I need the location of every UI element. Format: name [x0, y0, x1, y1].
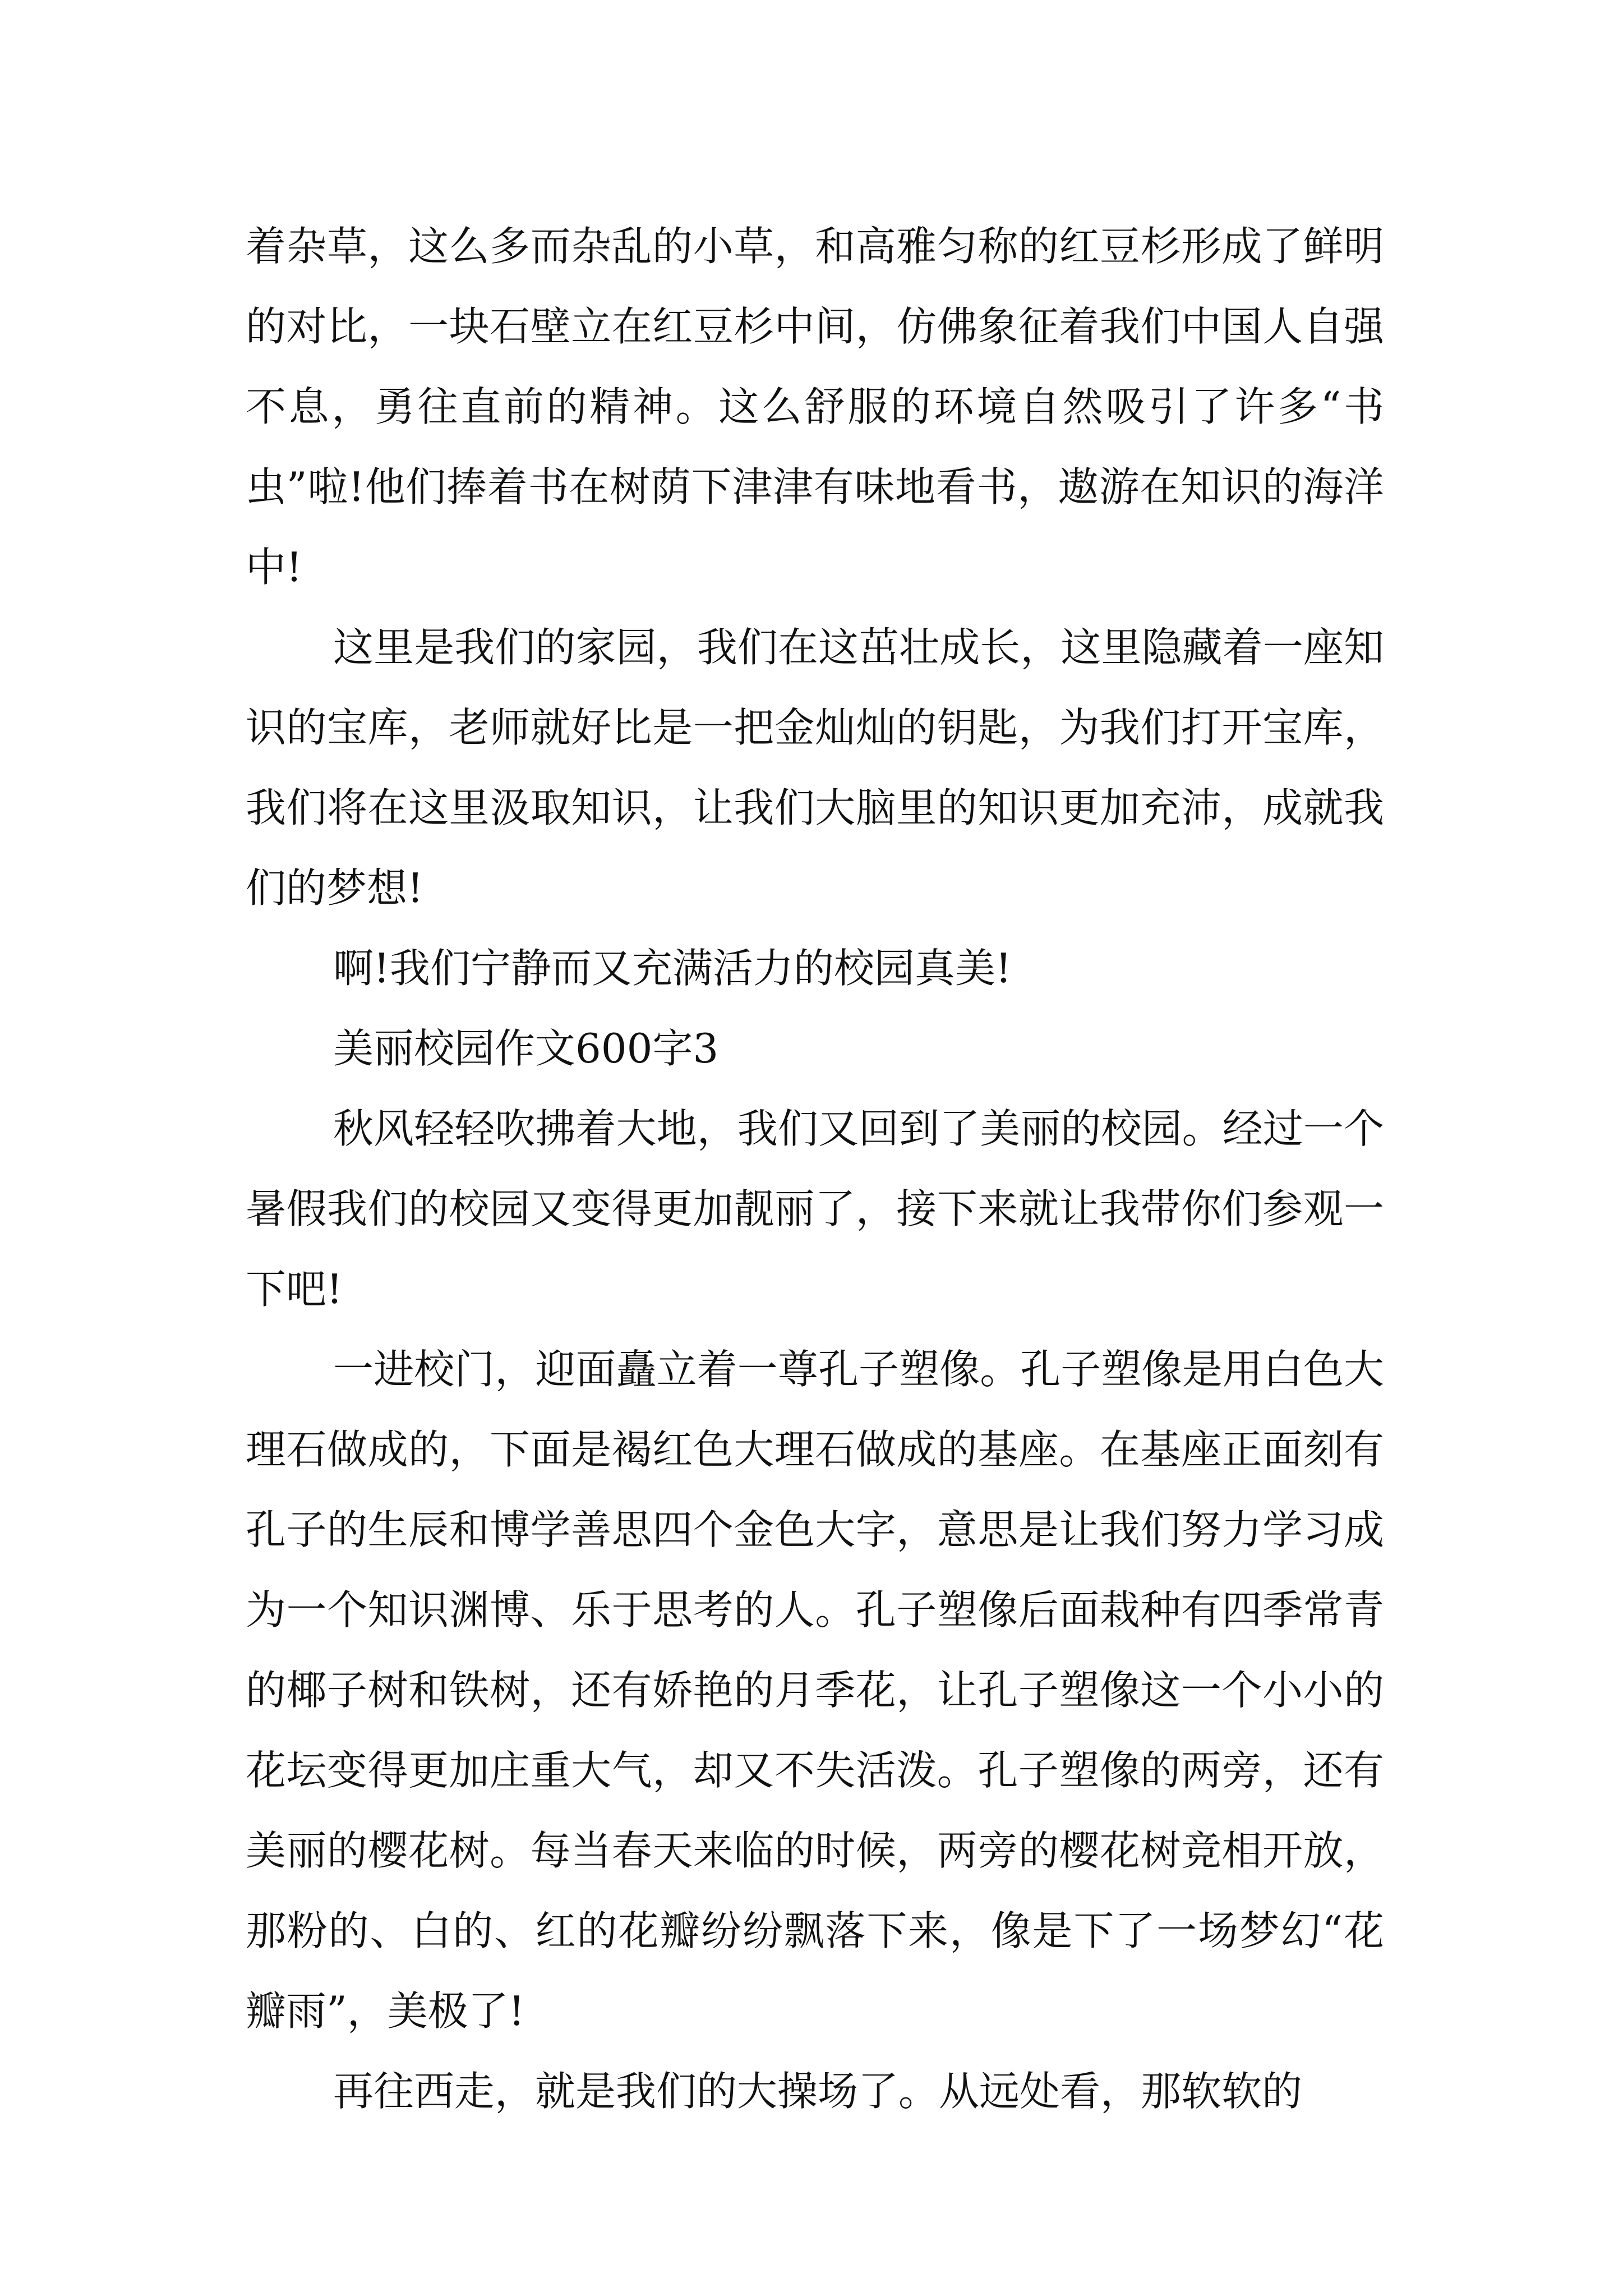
- essay-heading: 美丽校园作文600字3: [333, 1025, 719, 1072]
- paragraph-confucius-statue: 一进校门，迎面矗立着一尊孔子塑像。孔子塑像是用白色大理石做成的，下面是褐红色大理石做成的基座。在基座正面刻有孔子的生辰和博学善思四个金色大字，意思是让我们努力学习成为一个知识渊博、乐于思考的人。孔子塑像后面栽种有四季常青的椰子树和铁树，还有娇艳的月季花，让孔子塑像这一个小小的花坛变得更加庄重大气，却又不失活泼。孔子塑像的两旁，还有美丽的樱花树。每当春天来临的时候，两旁的樱花树竞相开放，那粉的、白的、红的花瓣纷纷飘落下来，像是下了一场梦幻“花瓣雨”，美极了!: [246, 1346, 1384, 2035]
- paragraph-continuation: 着杂草，这么多而杂乱的小草，和高雅匀称的红豆杉形成了鲜明的对比，一块石壁立在红豆杉中间，仿佛象征着我们中国人自强不息，勇往直前的精神。这么舒服的环境自然吸引了许多“书虫”啦!他们捧着书在树荫下津津有味地看书，遨游在知识的海洋中!: [246, 223, 1384, 591]
- article-body: [246, 206, 1384, 2132]
- paragraph-exclamation: 啊!我们宁静而又充满活力的校园真美!: [333, 945, 1012, 992]
- paragraph-homeland: 这里是我们的家园，我们在这茁壮成长，这里隐藏着一座知识的宝库，老师就好比是一把金灿灿的钥匙，为我们打开宝库，我们将在这里汲取知识，让我们大脑里的知识更加充沛，成就我们的梦想!: [246, 624, 1384, 912]
- paragraph-playground: 再往西走，就是我们的大操场了。从远处看，那软软的: [333, 2068, 1303, 2115]
- paragraph-autumn-wind: 秋风轻轻吹拂着大地，我们又回到了美丽的校园。经过一个暑假我们的校园又变得更加靓丽了，接下来就让我带你们参观一下吧!: [246, 1105, 1384, 1313]
